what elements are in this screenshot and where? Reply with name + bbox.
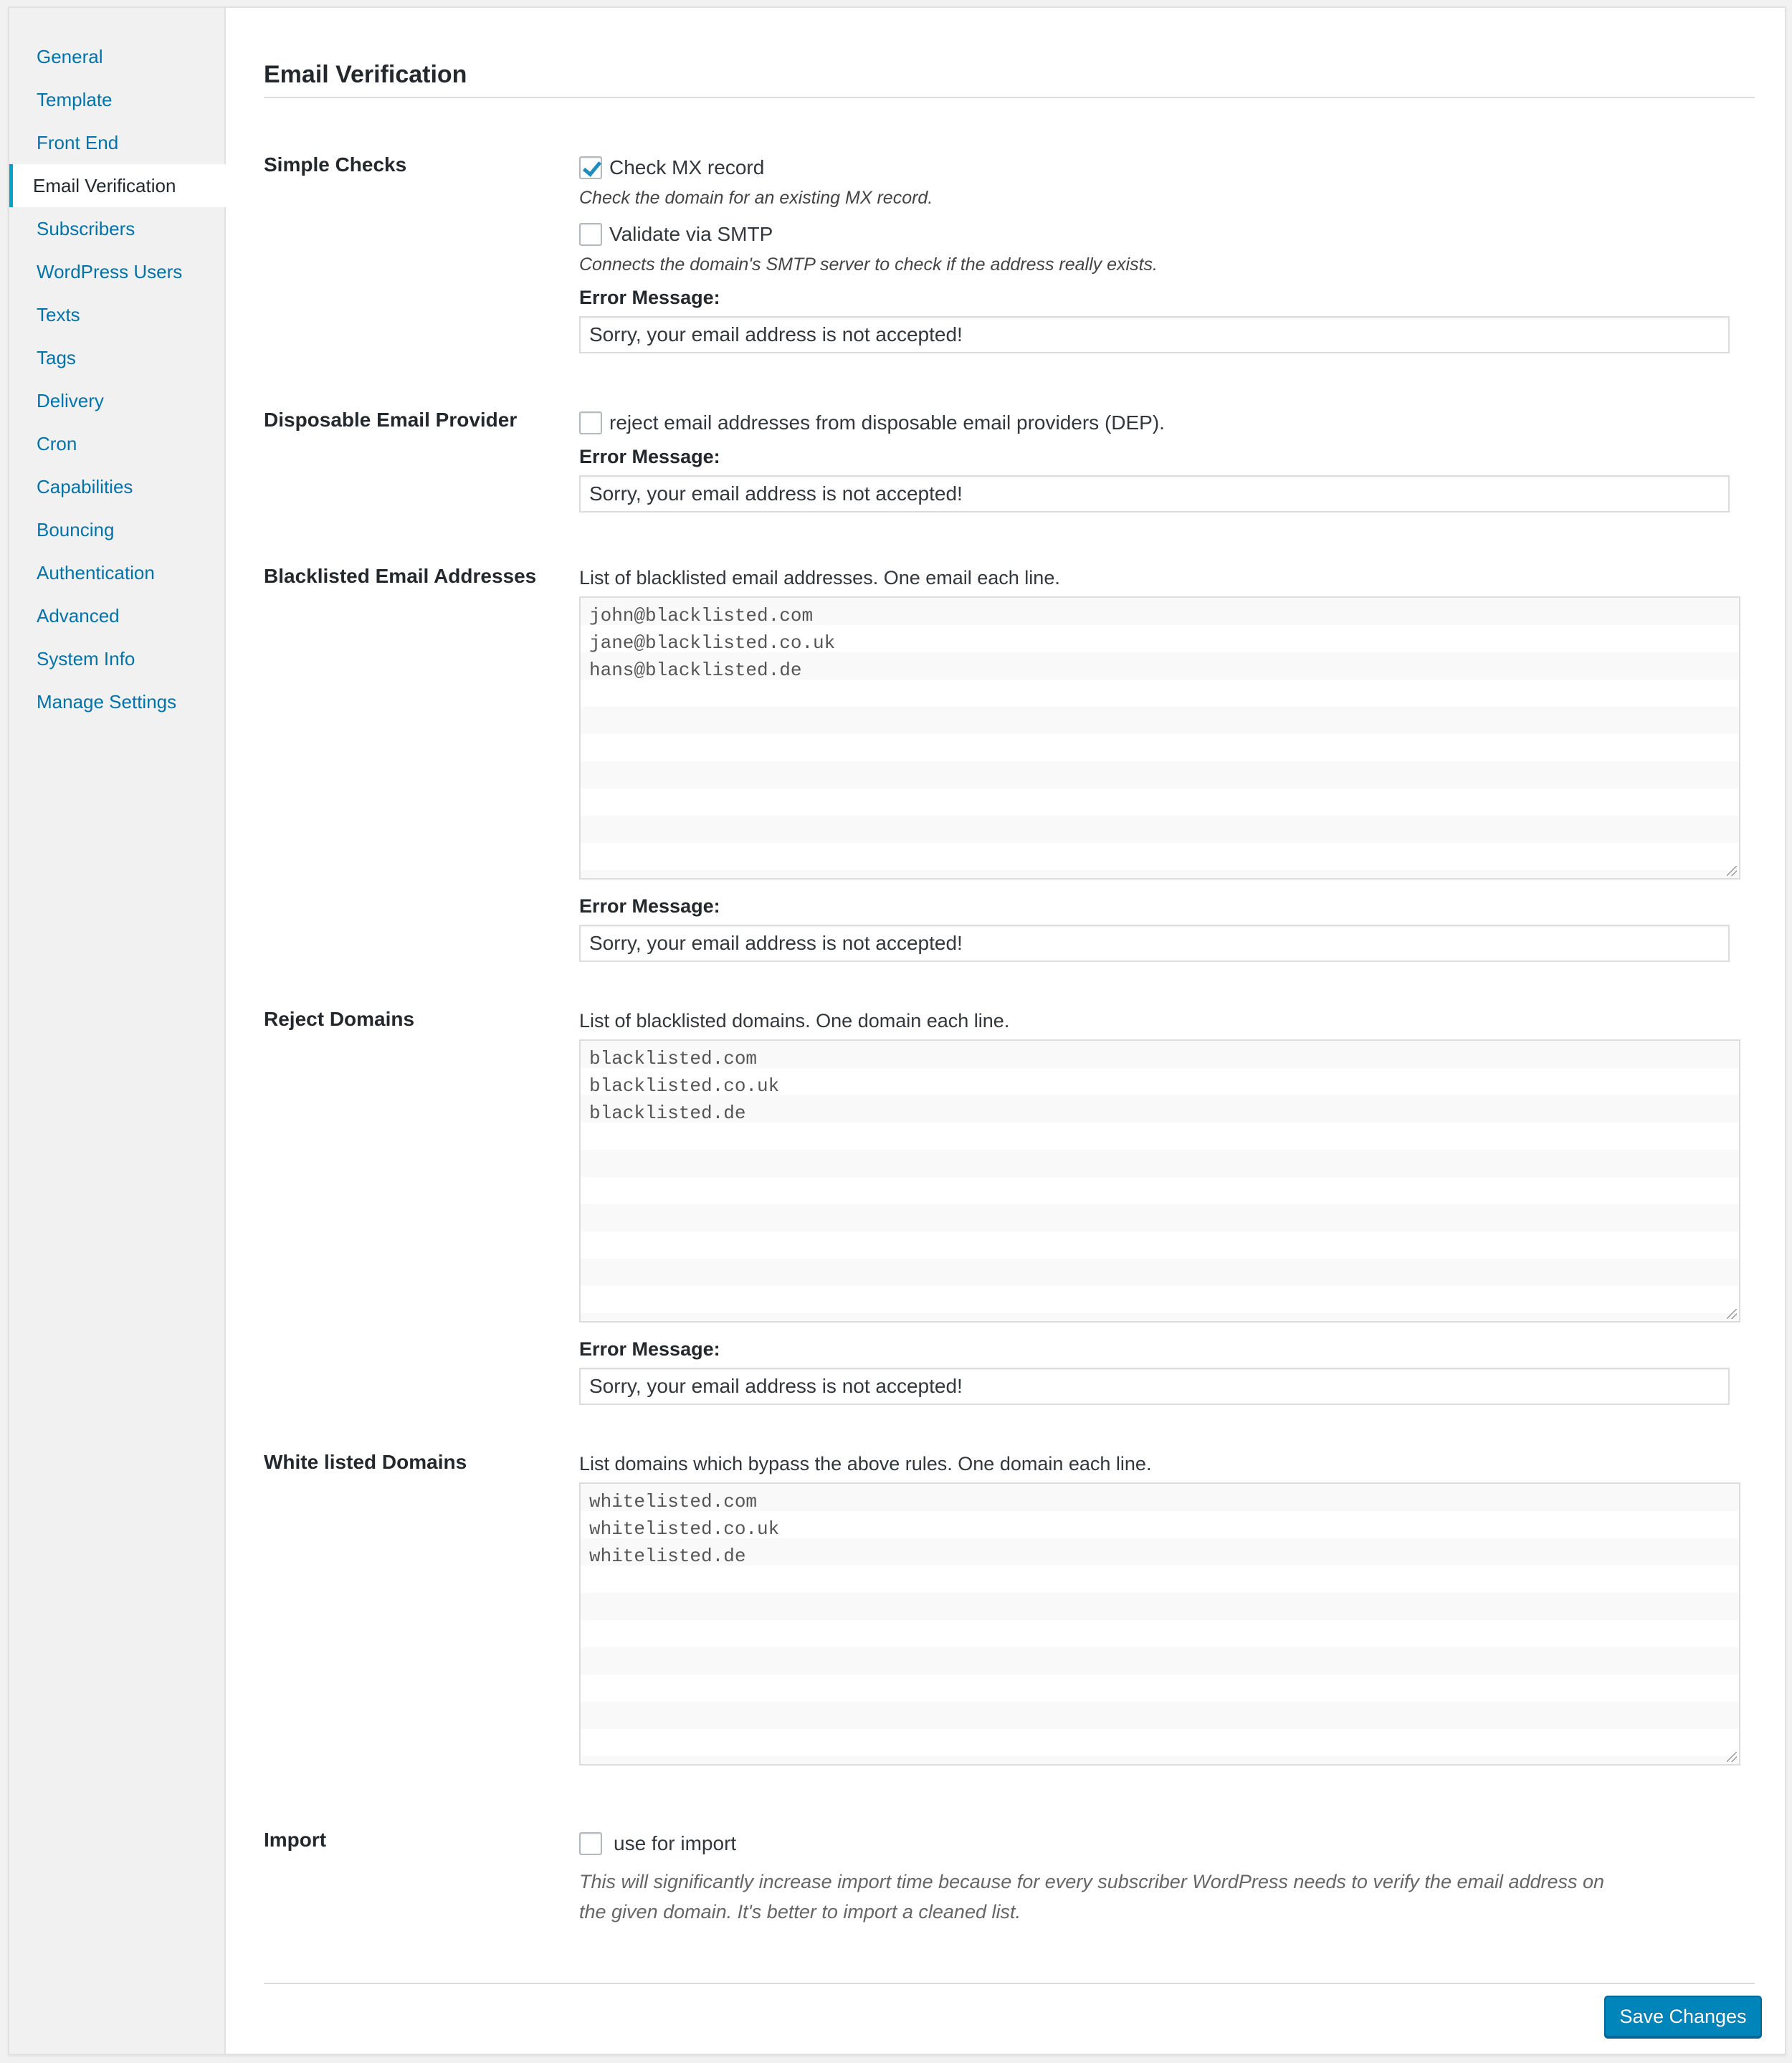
blacklisted-emails-label: Blacklisted Email Addresses [264,565,537,587]
mx-record-description: Check the domain for an existing MX record. [579,188,933,208]
textarea-line: hans@blacklisted.de [589,659,802,681]
import-field [579,1832,1604,1927]
import-checkbox[interactable] [579,1832,602,1855]
textarea-line: blacklisted.co.uk [589,1075,780,1097]
sidebar-item-bouncing[interactable]: Bouncing [37,519,115,540]
dep-checkbox[interactable] [579,411,602,434]
import-description-line: the given domain. It's better to import a cleaned list. [579,1901,1021,1923]
blacklisted-emails-description: List of blacklisted email addresses. One email each line. [579,567,1060,589]
smtp-checkbox[interactable] [579,223,602,246]
textarea-line: blacklisted.com [589,1048,758,1069]
simple-checks-label: Simple Checks [264,153,407,176]
mx-record-checkbox[interactable] [579,156,602,179]
sidebar-item-capabilities[interactable]: Capabilities [37,476,133,497]
whitelisted-domains-field [579,1453,1740,1766]
sidebar-item-email-verification[interactable]: Email Verification [9,164,227,207]
sidebar-item-general[interactable]: General [37,46,103,67]
whitelisted-domains-description: List domains which bypass the above rules. One domain each line. [579,1453,1152,1474]
sidebar-item-cron[interactable]: Cron [37,433,77,454]
sidebar-item-advanced[interactable]: Advanced [37,605,120,626]
resize-handle-icon[interactable] [1727,1309,1737,1319]
resize-handle-icon[interactable] [1727,1752,1737,1762]
dep-option [579,411,1730,434]
sidebar-item-texts[interactable]: Texts [37,304,80,325]
title-divider [264,97,1755,98]
textarea-line: whitelisted.com [589,1491,758,1512]
sidebar-menu [9,8,224,723]
textarea-line: blacklisted.de [589,1102,746,1124]
textarea-line: whitelisted.co.uk [589,1518,780,1540]
simple-checks-error-label: Error Message: [579,287,720,308]
mx-record-option [579,156,1730,179]
blacklisted-emails-error-label: Error Message: [579,895,720,917]
disposable-error-input[interactable]: Sorry, your email address is not accepted! [579,475,1730,513]
whitelisted-domains-textarea[interactable] [579,1482,1740,1766]
import-label: Import [264,1829,327,1851]
sidebar-item-delivery[interactable]: Delivery [37,390,104,411]
import-description [579,1867,1604,1927]
sidebar-item-front-end[interactable]: Front End [37,132,119,153]
sidebar-item-system-info[interactable]: System Info [37,648,135,670]
resize-handle-icon[interactable] [1727,866,1737,876]
textarea-line: whitelisted.de [589,1545,746,1567]
settings-panel [8,6,1786,2055]
sidebar-item-template[interactable]: Template [37,89,113,110]
blacklisted-emails-error-input[interactable]: Sorry, your email address is not accepted! [579,925,1730,962]
mx-record-label: Check MX record [609,156,765,178]
import-option [579,1832,1604,1855]
settings-sidebar [9,8,226,2054]
sidebar-item-manage-settings[interactable]: Manage Settings [37,691,177,713]
reject-domains-field [579,1010,1740,1405]
disposable-provider-field [579,411,1730,513]
blacklisted-emails-textarea[interactable] [579,596,1740,880]
simple-checks-field [579,156,1730,353]
blacklisted-emails-field [579,567,1740,962]
sidebar-item-tags[interactable]: Tags [37,347,76,368]
sidebar-item-subscribers[interactable]: Subscribers [37,218,135,239]
page-title: Email Verification [264,61,467,88]
textarea-line: jane@blacklisted.co.uk [589,632,836,654]
footer-divider [264,1983,1755,1984]
smtp-label: Validate via SMTP [609,223,773,245]
reject-domains-textarea[interactable] [579,1039,1740,1323]
sidebar-item-authentication[interactable]: Authentication [37,562,155,583]
smtp-option [579,223,1730,246]
import-checkbox-label: use for import [614,1832,737,1854]
disposable-error-label: Error Message: [579,446,720,467]
whitelisted-domains-label: White listed Domains [264,1451,467,1473]
disposable-provider-label: Disposable Email Provider [264,409,518,431]
settings-content [264,8,1785,2054]
reject-domains-label: Reject Domains [264,1008,415,1030]
sidebar-item-wordpress-users[interactable]: WordPress Users [37,261,183,282]
save-changes-button[interactable]: Save Changes [1604,1996,1762,2037]
dep-label: reject email addresses from disposable email providers (DEP). [609,411,1165,434]
textarea-line: john@blacklisted.com [589,605,814,626]
reject-domains-error-label: Error Message: [579,1338,720,1360]
reject-domains-error-input[interactable]: Sorry, your email address is not accepted! [579,1368,1730,1405]
simple-checks-error-input[interactable]: Sorry, your email address is not accepted! [579,316,1730,353]
reject-domains-description: List of blacklisted domains. One domain each line. [579,1010,1010,1032]
smtp-description: Connects the domain's SMTP server to check if the address really exists. [579,254,1158,275]
import-description-line: This will significantly increase import time because for every subscriber WordPress needs to verify the email address on [579,1871,1605,1892]
